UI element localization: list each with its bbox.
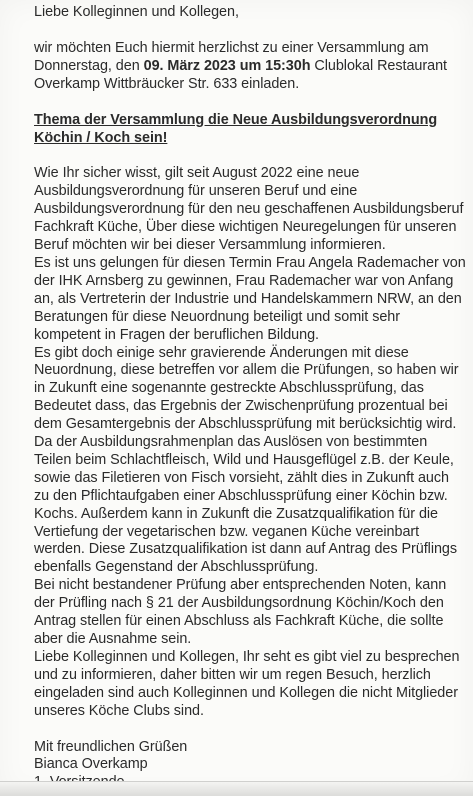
- intro-text: wir möchten Euch hiermit herzlichst zu einer Versammlung am Donnerstag, den: [34, 39, 429, 74]
- spacer: [34, 721, 466, 739]
- paragraph-invitation: Liebe Kolleginnen und Kollegen, Ihr seht es gibt viel zu besprechen und zu informieren, daher bitten wir um regen Besuch, herzlich eingeladen sind auch Kolleginnen und Kollegen die nicht Mitglieder unseres Köche Clubs sind.: [34, 648, 460, 719]
- paragraph-changes: Es gibt doch einige sehr gravierende Änderungen mit diese Neuordnung, diese betreffen vor allem die Prüfungen, so haben wir in Zukunft eine sogenannte gestreckte Abschlussprüfung, das Bedeutet dass, das Ergebnis der Zwischenprüfung prozentual bei dem Gesamtergebnis der Abschlussprüfung mit berücksichtig wird. Da der Ausbildungsrahmenplan das Auslösen von bestimmten Teilen beim Schlachtfleisch, Wild und Hausgeflügel z.B. der Keule, sowie das Filetieren von Fisch vorsieht, zählt dies in Zukunft auch zu den Pflichtaufgaben einer Abschlussprüfung einer Köchin bzw. Kochs. Außerdem kann in Zukunft die Zusatzqualifikation für die Vertiefung der vegetarischen bzw. veganen Küche vereinbart werden. Diese Zusatzqualifikation ist dann auf Antrag des Prüflings ebenfalls Gegenstand der Abschlussprüfung.: [34, 344, 459, 576]
- paragraph-failed-exam: Bei nicht bestandener Prüfung aber entsprechenden Noten, kann der Prüfling nach § 21 der Ausbildungsordnung Köchin/Koch den Antrag stellen für einen Abschluss als Fachkraft Küche, die sollte aber die Ausnahme sein.: [34, 577, 447, 647]
- signer-name: Bianca Overkamp: [34, 756, 148, 773]
- greeting: Liebe Kolleginnen und Kollegen,: [34, 4, 239, 20]
- spacer: [34, 147, 466, 165]
- spacer: [34, 22, 466, 40]
- intro-paragraph: [34, 40, 466, 94]
- letter-body: [34, 4, 466, 792]
- topic-title: Thema der Versammlung die Neue Ausbildungsverordnung Köchin / Koch sein!: [34, 111, 438, 146]
- page-bottom-edge: [0, 781, 473, 796]
- spacer: [34, 94, 466, 112]
- paragraph-speaker: Es ist uns gelungen für diesen Termin Frau Angela Rademacher von der IHK Arnsberg zu gewinnen, Frau Rademacher war von Anfang an, als Vertreterin der Industrie und Handelskammern NRW, an den Beratungen für diese Neuordnung beteiligt und somit sehr kompetent in Fragen der beruflichen Bildung.: [34, 254, 466, 343]
- paragraph-new-regulation: Wie Ihr sicher wisst, gilt seit August 2022 eine neue Ausbildungsverordnung für unseren Beruf und eine Ausbildungsverordnung für den neu geschaffenen Ausbildungsberuf Fachkraft Küche, Über diese wichtigen Neuregelungen für unseren Beruf möchten wir bei dieser Versammlung informieren.: [34, 165, 464, 254]
- event-date-time: 09. März 2023 um 15:30h: [143, 57, 311, 74]
- closing: Mit freundlichen Grüßen: [34, 738, 188, 755]
- intro-location: Clublokal Restaurant Overkamp Wittbräucker Str. 633 einladen.: [34, 57, 447, 92]
